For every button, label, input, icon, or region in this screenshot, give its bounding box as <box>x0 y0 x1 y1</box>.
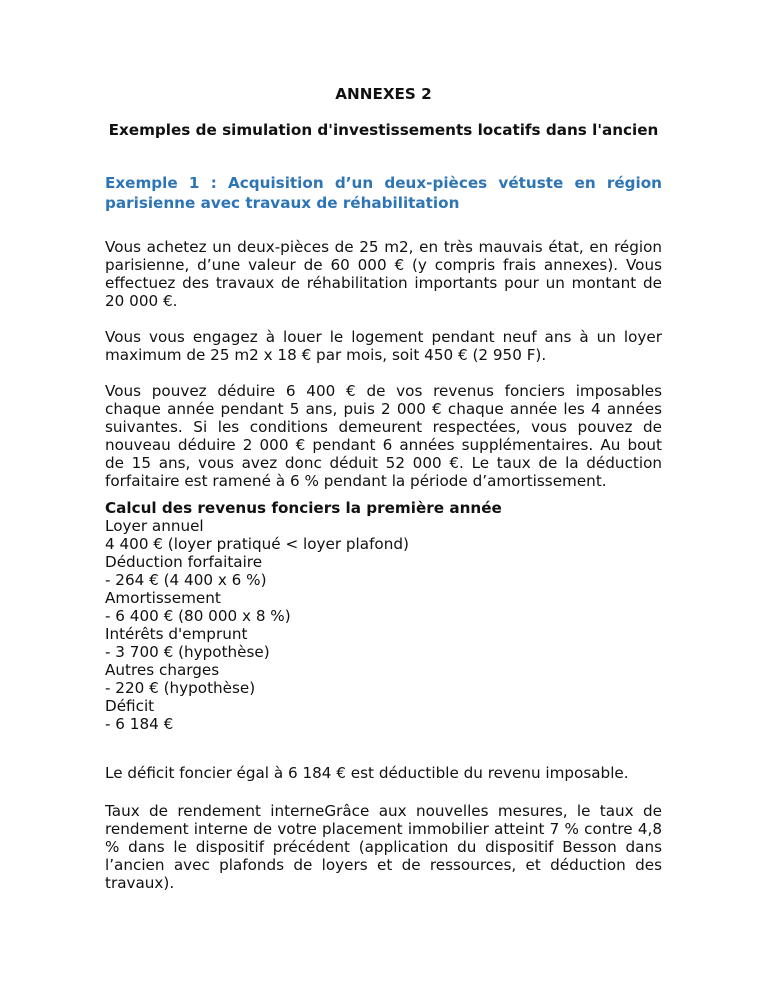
calc-line-other-charges-value: - 220 € (hypothèse) <box>105 679 256 697</box>
calc-line-loan-interest-value: - 3 700 € (hypothèse) <box>105 643 270 661</box>
calc-title: Calcul des revenus fonciers la première année <box>105 499 502 517</box>
calc-line-loan-interest-label: Intérêts d'emprunt <box>105 625 248 643</box>
calc-line-annual-rent-value: 4 400 € (loyer pratiqué < loyer plafond) <box>105 535 409 553</box>
calc-line-depreciation-value: - 6 400 € (80 000 x 8 %) <box>105 607 291 625</box>
conclusion-paragraph: Taux de rendement interneGrâce aux nouvelles mesures, le taux de rendement interne de votre placement immobilier atteint 7 % contre 4,8 % dans le dispositif précédent (application du dispositif Besson dans l’ancien avec plafonds de loyers et de ressources, et déduction des travaux). <box>105 802 662 892</box>
paragraph-purchase: Vous achetez un deux-pièces de 25 m2, en très mauvais état, en région parisienne, d’une valeur de 60 000 € (y compris frais annexes). Vous effectuez des travaux de réhabilitation importants pour un montant de 20 000 €. <box>105 238 662 310</box>
calc-line-other-charges-label: Autres charges <box>105 661 220 679</box>
calc-line-flat-deduction-label: Déduction forfaitaire <box>105 553 263 571</box>
calc-line-annual-rent-label: Loyer annuel <box>105 517 204 535</box>
annex-title: ANNEXES 2 <box>335 85 432 103</box>
calc-line-deficit-label: Déficit <box>105 697 155 715</box>
calc-section <box>105 499 662 733</box>
paragraph-rent-commitment: Vous vous engagez à louer le logement pendant neuf ans à un loyer maximum de 25 m2 x 18 € par mois, soit 450 € (2 950 F). <box>105 328 662 364</box>
example-heading: Exemple 1 : Acquisition d’un deux-pièces vétuste en région parisienne avec travaux de réhabilitation <box>105 174 662 212</box>
calc-line-deficit-value: - 6 184 € <box>105 715 174 733</box>
deficit-sentence: Le déficit foncier égal à 6 184 € est déductible du revenu imposable. <box>105 764 629 782</box>
paragraph-deductions: Vous pouvez déduire 6 400 € de vos revenus fonciers imposables chaque année pendant 5 ans, puis 2 000 € chaque année les 4 années suivantes. Si les conditions demeurent respectées, vous pouvez de nouveau déduire 2 000 € pendant 6 années supplémentaires. Au bout de 15 ans, vous avez donc déduit 52 000 €. Le taux de la déduction forfaitaire est ramené à 6 % pendant la période d’amortissement. <box>105 382 662 490</box>
document-subtitle: Exemples de simulation d'investissements locatifs dans l'ancien <box>108 121 659 139</box>
calc-line-depreciation-label: Amortissement <box>105 589 221 607</box>
calc-line-flat-deduction-value: - 264 € (4 400 x 6 %) <box>105 571 267 589</box>
